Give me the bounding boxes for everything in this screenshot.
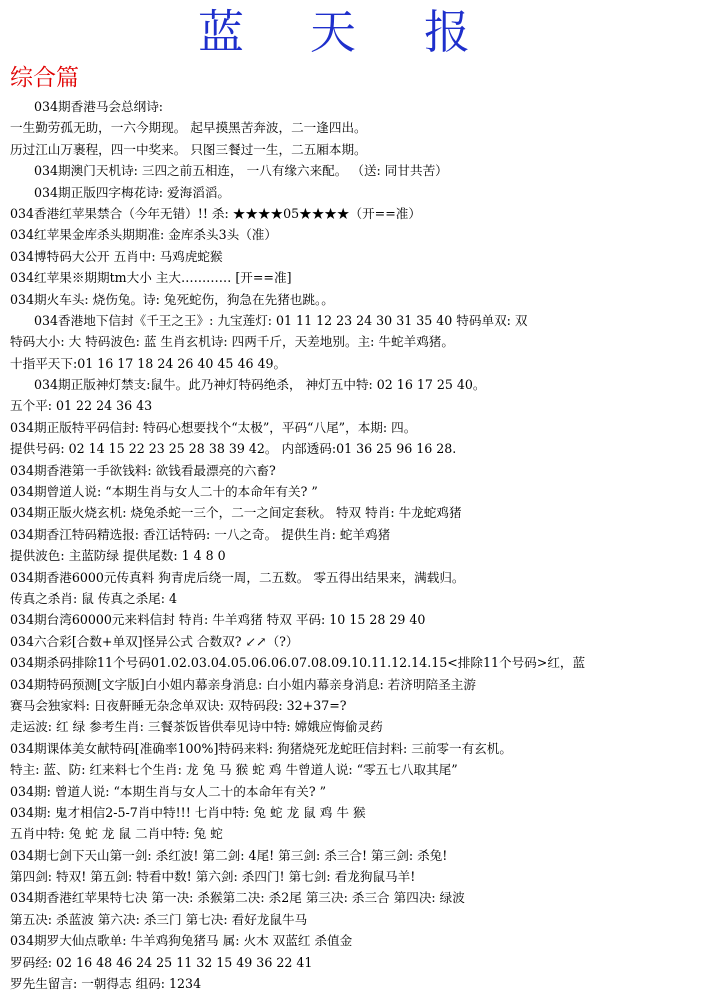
text-line: 第四剑: 特双! 第五剑: 特看中数! 第六剑: 杀四门! 第七剑: 看龙狗鼠马羊! (10, 869, 416, 885)
text-line: 034期香港6000元传真料 狗青虎后绕一周，二五数。 零五得出结果来，满载归。 (10, 569, 465, 585)
text-line: 034期: 鬼才相信2-5-7肖中特!!! 七肖中特: 兔 蛇 龙 鼠 鸡 牛 猴 (10, 804, 366, 820)
title-char-3: 报 (424, 5, 470, 59)
section-heading: 综合篇 (10, 65, 79, 91)
text-line: 034香港地下信封《千王之王》: 九宝莲灯: 01 11 12 23 24 30 31 35 40 特码单双: 双 (34, 312, 528, 328)
text-line: 034期七剑下天山第一剑: 杀红波! 第二剑: 4尾! 第三剑: 杀三合! 第三剑: 杀兔! (10, 847, 448, 863)
text-line: 034期香港第一手欲钱料: 欲钱看最漂亮的六畜? (10, 462, 276, 478)
text-line: 034期正版神灯禁支:鼠牛。此乃神灯特码绝杀， 神灯五中特: 02 16 17 25 40。 (34, 377, 486, 393)
text-line: 提供号码: 02 14 15 22 23 25 28 38 39 42。 内部透码:01 36 25 96 16 28. (10, 441, 457, 457)
title-char-2: 天 (310, 5, 356, 59)
article-body (10, 96, 710, 994)
text-line: 034期杀码排除11个号码01.02.03.04.05.06.06.07.08.09.10.11.12.14.15<排除11个号码>红，蓝 (10, 655, 586, 671)
text-line: 走运波: 红 绿 参考生肖: 三餐茶饭皆供奉见诗中特: 嫦娥应悔偷灵药 (10, 719, 383, 735)
text-line: 034期香港红苹果特七决 第一决: 杀猴第二决: 杀2尾 第三决: 杀三合 第四决: 绿波 (10, 890, 465, 906)
text-line: 五肖中特: 兔 蛇 龙 鼠 二肖中特: 兔 蛇 (10, 826, 223, 842)
text-line: 历过江山万裹程，四一中奖来。 只图三餐过一生，二五厢本期。 (10, 141, 367, 157)
text-line: 034六合彩[合数+单双]怪异公式 合数双? ↙↗（?） (10, 633, 299, 649)
text-line: 034期正版四字梅花诗: 爱海滔滔。 (34, 184, 231, 200)
text-line: 一生勤劳孤无助，一六今期现。 起早摸黑苦奔波，二一逢四出。 (10, 120, 367, 136)
text-line: 罗码经: 02 16 48 46 24 25 11 32 15 49 36 22 41 (10, 954, 313, 970)
text-line: 五个平: 01 22 24 36 43 (10, 398, 153, 414)
text-line: 034期: 曾道人说: “本期生肖与女人二十的本命年有关? ” (10, 783, 327, 799)
text-line: 034红苹果金库杀头期期准: 金库杀头3头（准） (10, 227, 277, 243)
text-line: 034期正版特平码信封: 特码心想要找个“太极”，平码“八尾”，本期: 四。 (10, 419, 417, 435)
text-line: 特主: 蓝、防: 红来料七个生肖: 龙 兔 马 猴 蛇 鸡 牛曾道人说: “零五七八取其尾” (10, 762, 458, 778)
text-line: 034期香江特码精选报: 香江话特码: 一八之奇。 提供生肖: 蛇羊鸡猪 (10, 526, 391, 542)
text-line: 034期特码预测[文字版]白小姐内幕亲身消息: 白小姐内幕亲身消息: 若济明陪圣主游 (10, 676, 476, 692)
text-line: 034香港红苹果禁合（今年无错）!! 杀: ★★★★05★★★★（开==准） (10, 205, 421, 221)
text-line: 034期正版火烧玄机: 烧兔杀蛇一三个，二一之间定套秋。 特双 特肖: 牛龙蛇鸡猪 (10, 505, 462, 521)
text-line: 传真之杀肖: 鼠 传真之杀尾: 4 (10, 590, 178, 606)
newspaper-title (0, 4, 715, 60)
text-line: 034期澳门天机诗: 三四之前五相连， 一八有缘六来配。 （送: 同甘共苦） (34, 163, 448, 179)
text-line: 034期香港马会总纲诗: (34, 99, 164, 114)
title-char-1: 蓝 (198, 5, 244, 59)
text-line: 034期台湾60000元来料信封 特肖: 牛羊鸡猪 特双 平码: 10 15 28 29 40 (10, 612, 426, 628)
text-line: 034期课体美女献特码[准确率100%]特码来料: 狗猪烧死龙蛇旺信封料: 三前零一有玄机。 (10, 740, 512, 756)
text-line: 034期火车头: 烧伤兔。诗: 兔死蛇伤，狗急在先猪也跳。。 (10, 291, 334, 307)
text-line: 034博特码大公开 五肖中: 马鸡虎蛇猴 (10, 248, 223, 264)
text-line: 034红苹果※期期tm大小 主大………… [开==准] (10, 270, 292, 286)
text-line: 罗先生留言: 一朝得志 组码: 1234 (10, 976, 202, 992)
text-line: 十指平天下:01 16 17 18 24 26 40 45 46 49。 (10, 355, 287, 371)
text-line: 赛马会独家料: 日夜鼾睡无杂念单双诀: 双特码段: 32+37=? (10, 697, 347, 713)
text-line: 第五决: 杀蓝波 第六决: 杀三门 第七决: 看好龙鼠牛马 (10, 911, 308, 927)
text-line: 034期曾道人说: “本期生肖与女人二十的本命年有关? ” (10, 484, 318, 500)
text-line: 034期罗大仙点歌单: 牛羊鸡狗兔猪马 属: 火木 双蓝红 杀值金 (10, 933, 353, 949)
text-line: 特码大小: 大 特码波色: 蓝 生肖玄机诗: 四两千斤，天差地别。主: 牛蛇羊鸡猪。 (10, 334, 454, 350)
text-line: 提供波色: 主蓝防绿 提供尾数: 1 4 8 0 (10, 548, 226, 564)
